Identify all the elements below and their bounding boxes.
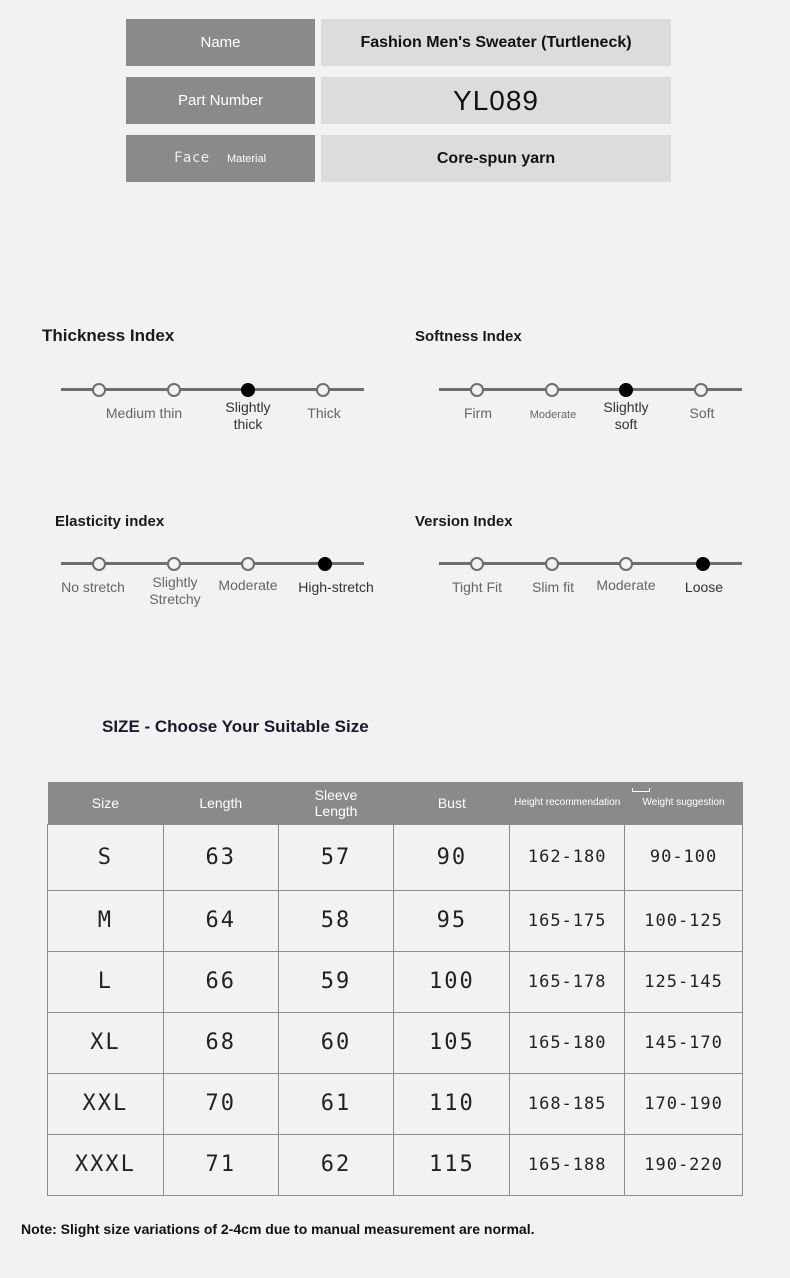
softness-index — [415, 328, 735, 438]
cell-bust: 90 — [394, 824, 510, 890]
version-index-option-2: Slim fit — [532, 579, 574, 595]
thickness-index-option-3: Slightly thick — [225, 399, 271, 432]
version-index-marker-3 — [619, 557, 633, 571]
elasticity-index-marker-1 — [92, 557, 106, 571]
cell-size: M — [48, 890, 164, 951]
version-index-marker-1 — [470, 557, 484, 571]
thickness-index-option-4: Thick — [307, 405, 341, 421]
cell-length: 64 — [163, 890, 278, 951]
cell-sleeve-length: 60 — [278, 1012, 394, 1073]
cell-weight: 125-145 — [625, 951, 743, 1012]
softness-index-option-1: Firm — [464, 405, 492, 421]
header-weight-suggestion: Weight suggestion — [625, 782, 743, 824]
material-label-cell — [126, 135, 315, 182]
cell-weight: 145-170 — [625, 1012, 743, 1073]
elasticity-index-option-4: High-stretch — [298, 579, 374, 595]
size-table — [47, 782, 743, 1196]
elasticity-index-marker-2 — [167, 557, 181, 571]
size-row-s — [48, 824, 743, 890]
cell-height: 165-188 — [510, 1134, 625, 1195]
cell-weight: 100-125 — [625, 890, 743, 951]
header-decoration — [632, 788, 650, 792]
elasticity-index-option-1: No stretch — [61, 579, 125, 595]
cell-size: L — [48, 951, 164, 1012]
cell-size: XL — [48, 1012, 164, 1073]
cell-weight: 90-100 — [625, 824, 743, 890]
cell-size: S — [48, 824, 164, 890]
cell-height: 165-175 — [510, 890, 625, 951]
cell-length: 66 — [163, 951, 278, 1012]
softness-index-marker-2 — [545, 383, 559, 397]
cell-bust: 115 — [394, 1134, 510, 1195]
version-index-option-1: Tight Fit — [451, 579, 503, 595]
softness-index-option-4: Soft — [689, 405, 715, 421]
cell-sleeve-length: 62 — [278, 1134, 394, 1195]
cell-height: 165-178 — [510, 951, 625, 1012]
thickness-index-marker-2 — [167, 383, 181, 397]
version-index-title: Version Index — [415, 513, 513, 530]
info-row-name — [126, 19, 671, 66]
softness-index-option-3: Slightly soft — [603, 399, 649, 432]
header-height-recommendation: Height recommendation — [510, 782, 625, 824]
cell-length: 68 — [163, 1012, 278, 1073]
thickness-index-title: Thickness Index — [42, 326, 175, 345]
elasticity-index-option-3: Moderate — [218, 577, 278, 593]
cell-length: 70 — [163, 1073, 278, 1134]
cell-size: XXL — [48, 1073, 164, 1134]
softness-index-option-2: Moderate — [529, 409, 577, 421]
cell-sleeve-length: 61 — [278, 1073, 394, 1134]
material-label: Material — [226, 152, 267, 165]
thickness-index-marker-1 — [92, 383, 106, 397]
size-row-m — [48, 890, 743, 951]
cell-sleeve-length: 57 — [278, 824, 394, 890]
header-size: Size — [48, 782, 164, 824]
thickness-index-option-2: Medium thin — [105, 405, 183, 421]
size-heading: SIZE - Choose Your Suitable Size — [102, 717, 369, 736]
cell-bust: 95 — [394, 890, 510, 951]
cell-length: 71 — [163, 1134, 278, 1195]
softness-index-marker-4 — [694, 383, 708, 397]
cell-height: 162-180 — [510, 824, 625, 890]
cell-length: 63 — [163, 824, 278, 890]
softness-index-title: Softness Index — [415, 328, 522, 345]
cell-weight: 170-190 — [625, 1073, 743, 1134]
material-value: Core-spun yarn — [321, 135, 671, 182]
cell-height: 165-180 — [510, 1012, 625, 1073]
thickness-index — [42, 326, 362, 436]
elasticity-index-title: Elasticity index — [55, 513, 165, 530]
header-sleeve-length: Sleeve Length — [278, 782, 394, 824]
thickness-index-marker-4 — [316, 383, 330, 397]
cell-size: XXXL — [48, 1134, 164, 1195]
cell-weight: 190-220 — [625, 1134, 743, 1195]
version-index-option-4: Loose — [684, 579, 724, 595]
version-index-marker-4 — [696, 557, 710, 571]
info-row-part-number — [126, 77, 671, 124]
cell-sleeve-length: 58 — [278, 890, 394, 951]
measurement-note: Note: Slight size variations of 2-4cm due to manual measurement are normal. — [21, 1221, 535, 1237]
header-length: Length — [163, 782, 278, 824]
part-number-value: YL089 — [321, 77, 671, 124]
part-number-label: Part Number — [126, 77, 315, 124]
info-row-material — [126, 135, 671, 182]
cell-bust: 110 — [394, 1073, 510, 1134]
cell-bust: 100 — [394, 951, 510, 1012]
size-row-xl — [48, 1012, 743, 1073]
elasticity-index-option-2: Slightly Stretchy — [149, 574, 201, 607]
face-decoration: Face — [174, 150, 210, 166]
version-index-marker-2 — [545, 557, 559, 571]
size-row-xxxl — [48, 1134, 743, 1195]
version-index-option-3: Moderate — [596, 577, 656, 593]
thickness-index-marker-3 — [241, 383, 255, 397]
header-bust: Bust — [394, 782, 510, 824]
softness-index-marker-1 — [470, 383, 484, 397]
cell-bust: 105 — [394, 1012, 510, 1073]
cell-height: 168-185 — [510, 1073, 625, 1134]
elasticity-index — [55, 513, 375, 623]
name-value: Fashion Men's Sweater (Turtleneck) — [321, 19, 671, 66]
cell-sleeve-length: 59 — [278, 951, 394, 1012]
version-index — [415, 513, 735, 623]
elasticity-index-marker-4 — [318, 557, 332, 571]
size-row-xxl — [48, 1073, 743, 1134]
elasticity-index-marker-3 — [241, 557, 255, 571]
size-row-l — [48, 951, 743, 1012]
name-label: Name — [126, 19, 315, 66]
softness-index-marker-3 — [619, 383, 633, 397]
